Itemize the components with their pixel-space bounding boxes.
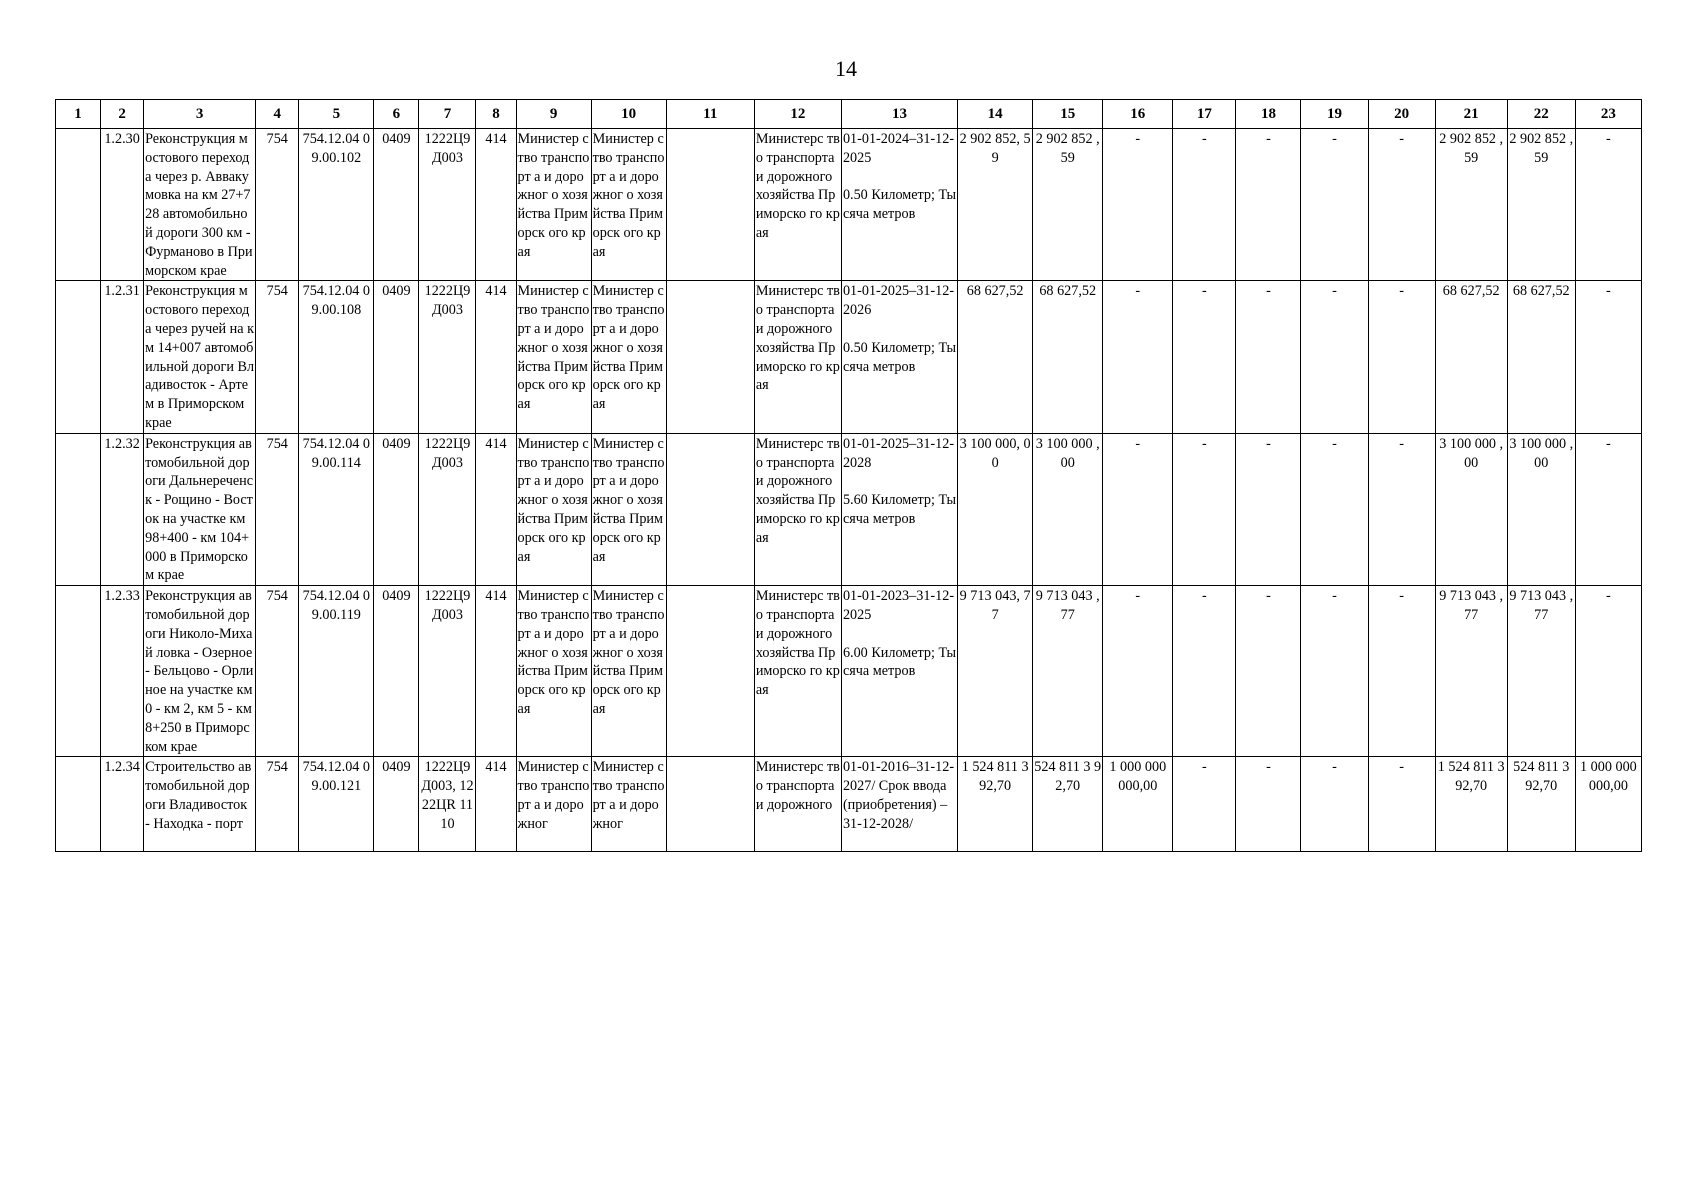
cell-col-19: - [1301, 757, 1368, 852]
cell-item-number: 1.2.33 [101, 586, 144, 757]
column-header-6: 6 [374, 100, 419, 129]
cell-col-9: Министер ство транспорт а и дорожног о хозяйства Приморск ого края [516, 433, 591, 585]
table-row [56, 281, 1642, 433]
cell-col-14: 68 627,52 [958, 281, 1033, 433]
cell-col-15: 68 627,52 [1033, 281, 1103, 433]
cell-col-12: Министерс тво транспорта и дорожного хозяйства Приморско го края [754, 433, 841, 585]
cell-col-6: 0409 [374, 757, 419, 852]
cell-period-text: 01-01-2023–31-12-2025 6.00 Километр; Тысяча метров [842, 588, 956, 680]
cell-col-7: 1222Ц9 Д003 [419, 129, 476, 281]
column-header-20: 20 [1368, 100, 1435, 129]
cell-col-19: - [1301, 281, 1368, 433]
cell-col-17: - [1173, 586, 1236, 757]
table-row [56, 757, 1642, 852]
cell-col-1 [56, 129, 101, 281]
column-header-13: 13 [841, 100, 957, 129]
cell-col-1 [56, 757, 101, 852]
cell-col-12: Министерс тво транспорта и дорожного хозяйства Приморско го края [754, 586, 841, 757]
cell-period-text: 01-01-2016–31-12-2027/ Срок ввода (приобретения) – 31-12-2028/ [842, 759, 955, 832]
cell-col-5: 754.12.04 09.00.102 [299, 129, 374, 281]
cell-col-20: - [1368, 281, 1435, 433]
cell-item-number: 1.2.34 [101, 757, 144, 852]
cell-col-1 [56, 281, 101, 433]
column-header-11: 11 [666, 100, 754, 129]
cell-col-16: - [1103, 586, 1173, 757]
cell-col-16: - [1103, 433, 1173, 585]
cell-col-18: - [1236, 757, 1301, 852]
column-header-14: 14 [958, 100, 1033, 129]
cell-col-9: Министер ство транспорт а и дорожног о хозяйства Приморск ого края [516, 281, 591, 433]
cell-col-20: - [1368, 433, 1435, 585]
column-header-17: 17 [1173, 100, 1236, 129]
cell-col-11 [666, 129, 754, 281]
cell-col-13 [841, 586, 957, 757]
cell-period-text: 01-01-2025–31-12-2026 0.50 Километр; Тысяча метров [842, 283, 956, 375]
cell-col-11 [666, 433, 754, 585]
cell-col-10: Министер ство транспорт а и дорожног о хозяйства Приморск ого края [591, 129, 666, 281]
cell-col-22: 9 713 043 ,77 [1507, 586, 1575, 757]
cell-col-22: 3 100 000 ,00 [1507, 433, 1575, 585]
header-row [56, 100, 1642, 129]
cell-col-12: Министерс тво транспорта и дорожного хозяйства Приморско го края [754, 281, 841, 433]
cell-col-4: 754 [256, 433, 299, 585]
cell-col-16: - [1103, 281, 1173, 433]
cell-col-8: 414 [476, 757, 516, 852]
cell-col-17: - [1173, 757, 1236, 852]
cell-item-number: 1.2.30 [101, 129, 144, 281]
cell-col-18: - [1236, 586, 1301, 757]
cell-col-19: - [1301, 586, 1368, 757]
column-header-23: 23 [1575, 100, 1641, 129]
cell-col-4: 754 [256, 281, 299, 433]
column-header-19: 19 [1301, 100, 1368, 129]
column-header-5: 5 [299, 100, 374, 129]
cell-col-14: 9 713 043, 77 [958, 586, 1033, 757]
budget-table [55, 99, 1642, 852]
column-header-8: 8 [476, 100, 516, 129]
cell-object-name: Строительство автомобильной дороги Владивосток - Находка - порт [144, 757, 256, 852]
cell-col-5: 754.12.04 09.00.114 [299, 433, 374, 585]
cell-period-text: 01-01-2024–31-12-2025 0.50 Километр; Тысяча метров [842, 131, 956, 223]
cell-col-7: 1222Ц9 Д003 [419, 433, 476, 585]
cell-col-23: 1 000 000 000,00 [1575, 757, 1641, 852]
column-header-2: 2 [101, 100, 144, 129]
cell-col-8: 414 [476, 281, 516, 433]
cell-col-18: - [1236, 433, 1301, 585]
cell-col-13 [841, 281, 957, 433]
cell-object-name: Реконструкция автомобильной дороги Дальнереченск - Рощино - Восток на участке км 98+400 - км 104+000 в Приморском крае [144, 433, 256, 585]
cell-col-5: 754.12.04 09.00.108 [299, 281, 374, 433]
cell-col-6: 0409 [374, 586, 419, 757]
cell-col-8: 414 [476, 433, 516, 585]
column-header-10: 10 [591, 100, 666, 129]
column-header-22: 22 [1507, 100, 1575, 129]
column-header-3: 3 [144, 100, 256, 129]
cell-col-23: - [1575, 433, 1641, 585]
cell-col-21: 9 713 043 ,77 [1435, 586, 1507, 757]
cell-col-9: Министер ство транспорт а и дорожног о хозяйства Приморск ого края [516, 129, 591, 281]
table-row [56, 129, 1642, 281]
cell-col-6: 0409 [374, 433, 419, 585]
cell-col-16: - [1103, 129, 1173, 281]
cell-col-17: - [1173, 129, 1236, 281]
cell-col-8: 414 [476, 129, 516, 281]
cell-item-number: 1.2.32 [101, 433, 144, 585]
cell-col-21: 3 100 000 ,00 [1435, 433, 1507, 585]
cell-col-13 [841, 433, 957, 585]
cell-col-15: 524 811 3 92,70 [1033, 757, 1103, 852]
cell-col-5: 754.12.04 09.00.121 [299, 757, 374, 852]
column-header-1: 1 [56, 100, 101, 129]
cell-col-1 [56, 586, 101, 757]
table-row [56, 433, 1642, 585]
cell-col-15: 3 100 000 ,00 [1033, 433, 1103, 585]
cell-col-21: 68 627,52 [1435, 281, 1507, 433]
cell-col-7: 1222Ц9 Д003 [419, 281, 476, 433]
cell-col-1 [56, 433, 101, 585]
cell-col-4: 754 [256, 586, 299, 757]
table-row [56, 586, 1642, 757]
cell-col-17: - [1173, 281, 1236, 433]
cell-col-14: 2 902 852, 59 [958, 129, 1033, 281]
cell-col-4: 754 [256, 757, 299, 852]
cell-col-16: 1 000 000 000,00 [1103, 757, 1173, 852]
column-header-9: 9 [516, 100, 591, 129]
page-number: 14 [835, 56, 857, 81]
cell-col-7: 1222Ц9 Д003 [419, 586, 476, 757]
column-header-7: 7 [419, 100, 476, 129]
cell-col-8: 414 [476, 586, 516, 757]
column-header-12: 12 [754, 100, 841, 129]
cell-col-14: 1 524 811 392,70 [958, 757, 1033, 852]
column-header-18: 18 [1236, 100, 1301, 129]
column-header-21: 21 [1435, 100, 1507, 129]
cell-col-10: Министер ство транспорт а и дорожног [591, 757, 666, 852]
cell-col-13 [841, 129, 957, 281]
cell-col-12: Министерс тво транспорта и дорожного [754, 757, 841, 852]
cell-col-11 [666, 757, 754, 852]
cell-col-11 [666, 281, 754, 433]
cell-col-19: - [1301, 433, 1368, 585]
cell-col-22: 524 811 3 92,70 [1507, 757, 1575, 852]
cell-col-14: 3 100 000, 00 [958, 433, 1033, 585]
cell-col-20: - [1368, 586, 1435, 757]
cell-object-name: Реконструкция мостового перехода через р. Аввакумовка на км 27+728 автомобильной дороги 300 км - Фурманово в Приморском крае [144, 129, 256, 281]
cell-col-15: 9 713 043 ,77 [1033, 586, 1103, 757]
cell-col-10: Министер ство транспорт а и дорожног о хозяйства Приморск ого края [591, 586, 666, 757]
cell-col-9: Министер ство транспорт а и дорожног [516, 757, 591, 852]
cell-col-15: 2 902 852 ,59 [1033, 129, 1103, 281]
column-header-15: 15 [1033, 100, 1103, 129]
cell-col-23: - [1575, 281, 1641, 433]
cell-col-23: - [1575, 586, 1641, 757]
cell-col-4: 754 [256, 129, 299, 281]
cell-col-11 [666, 586, 754, 757]
cell-col-20: - [1368, 757, 1435, 852]
cell-col-18: - [1236, 129, 1301, 281]
column-header-16: 16 [1103, 100, 1173, 129]
cell-col-6: 0409 [374, 129, 419, 281]
cell-col-7: 1222Ц9 Д003, 1222ЦR 1110 [419, 757, 476, 852]
cell-col-13 [841, 757, 957, 852]
cell-col-22: 68 627,52 [1507, 281, 1575, 433]
cell-col-18: - [1236, 281, 1301, 433]
cell-col-12: Министерс тво транспорта и дорожного хозяйства Приморско го края [754, 129, 841, 281]
cell-item-number: 1.2.31 [101, 281, 144, 433]
cell-col-17: - [1173, 433, 1236, 585]
column-header-4: 4 [256, 100, 299, 129]
cell-col-19: - [1301, 129, 1368, 281]
cell-period-text: 01-01-2025–31-12-2028 5.60 Километр; Тысяча метров [842, 435, 956, 527]
cell-col-22: 2 902 852 ,59 [1507, 129, 1575, 281]
cell-object-name: Реконструкция автомобильной дороги Николо-Михай ловка - Озерное - Бельцово - Орлиное на участке км 0 - км 2, км 5 - км 8+250 в Приморском крае [144, 586, 256, 757]
cell-col-21: 1 524 811 392,70 [1435, 757, 1507, 852]
cell-col-5: 754.12.04 09.00.119 [299, 586, 374, 757]
cell-col-10: Министер ство транспорт а и дорожног о хозяйства Приморск ого края [591, 281, 666, 433]
cell-col-9: Министер ство транспорт а и дорожног о хозяйства Приморск ого края [516, 586, 591, 757]
cell-object-name: Реконструкция мостового перехода через ручей на км 14+007 автомобильной дороги Владивосток - Артем в Приморском крае [144, 281, 256, 433]
cell-col-21: 2 902 852 ,59 [1435, 129, 1507, 281]
cell-col-6: 0409 [374, 281, 419, 433]
cell-col-10: Министер ство транспорт а и дорожног о хозяйства Приморск ого края [591, 433, 666, 585]
cell-col-23: - [1575, 129, 1641, 281]
cell-col-20: - [1368, 129, 1435, 281]
